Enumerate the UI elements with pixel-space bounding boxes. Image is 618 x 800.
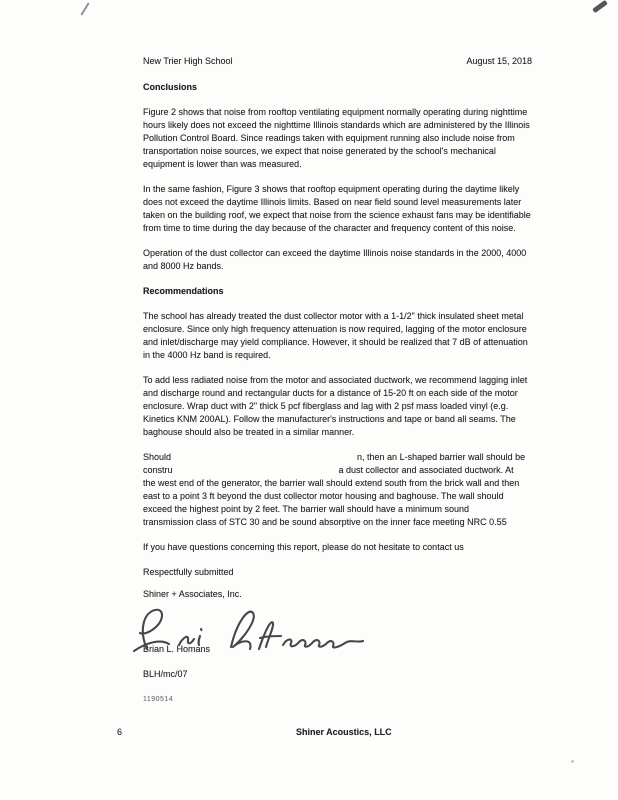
recommendations-paragraph-2: To add less radiated noise from the motor and associated ductwork, we recommend lagging inlet and discharge round and rectangular ducts for a distance of 15-20 ft on each side of the motor enclosure. Wrap duct with 2" thick 5 pcf fiberglass and lag with 2 psf mass loaded vinyl (e.g. Kinetics KNM 200AL). Follow the manufacturer's instructions and tape or band all seams. The baghouse should also be treated in a similar manner. (143, 375, 528, 437)
scan-artifact-top-right (592, 0, 608, 13)
redacted-line: exceed the highest point by 2 feet. The barrier wall should have a minimum sound (143, 504, 470, 514)
redacted-line: east to a point 3 ft beyond the dust collector motor housing and baghouse. The wall should (143, 491, 504, 501)
redaction-gap (173, 472, 339, 473)
page-number: 6 (117, 727, 123, 737)
redacted-line: transmission class of STC 30 and be sound absorptive on the inner face meeting NRC 0.55 (143, 517, 507, 527)
signature-image (131, 599, 381, 661)
redacted-line-left-fragment: Should (143, 452, 172, 462)
contact-line: If you have questions concerning this report, please do not hesitate to contact us (143, 542, 464, 552)
conclusions-paragraph-3: Operation of the dust collector can exceed the daytime Illinois noise standards in the 2000, 4000 and 8000 Hz bands. (143, 248, 527, 271)
scan-artifact-top-left (80, 3, 89, 16)
redacted-line: the west end of the generator, the barrier wall should extend south from the brick wall and then (143, 478, 520, 488)
conclusions-paragraph-2: In the same fashion, Figure 3 shows that rooftop equipment operating during the daytime likely does not exceed the daytime Illinois limits. Based on near field sound level measurements later taken on the building roof, we expect that noise from the science exhaust fans may be identifiable from time to time during the day because of the character and frequency content of this noise. (143, 184, 531, 233)
conclusions-paragraph-1: Figure 2 shows that noise from rooftop ventilating equipment normally operating during nighttime hours likely does not exceed the nighttime Illinois standards which are administered by the Illinois Pollution Control Board. Since readings taken with equipment running also include noise from transportation noise sources, we expect that noise generated by the school's mechanical equipment is lower than was measured. (143, 107, 530, 169)
page-footer (0, 727, 618, 741)
recommendations-paragraph-1: The school has already treated the dust collector motor with a 1-1/2" thick insulated sheet metal enclosure. Since only high frequency attenuation is now required, lagging of the motor enclosure and inlet/discharge may yield compliance. However, it should be realized that 7 dB of attenuation in the 4000 Hz band is required. (143, 311, 528, 360)
redacted-line-right-fragment: n, then an L-shaped barrier wall should be (357, 452, 526, 462)
redacted-line-right-fragment: a dust collector and associated ductwork. At (338, 465, 514, 475)
page-header (143, 55, 532, 68)
school-name: New Trier High School (143, 56, 233, 66)
redacted-line (143, 451, 532, 464)
signature-block (143, 613, 532, 643)
footer-company: Shiner Acoustics, LLC (296, 727, 392, 737)
signer-name: Brian L. Homans (143, 644, 211, 654)
redacted-paragraph (143, 451, 532, 529)
report-date: August 15, 2018 (466, 56, 532, 66)
company-line: Shiner + Associates, Inc. (143, 589, 242, 599)
initials-line: BLH/mc/07 (143, 669, 188, 679)
section-heading-recommendations: Recommendations (143, 286, 224, 296)
respectfully-line: Respectfully submitted (143, 567, 234, 577)
job-number: 1190514 (143, 696, 174, 703)
redaction-gap (171, 459, 357, 460)
scan-artifact-dot (571, 760, 574, 763)
section-heading-conclusions: Conclusions (143, 82, 198, 92)
redacted-line-left-fragment: constru (143, 465, 173, 475)
redacted-line (143, 464, 532, 477)
closing-block (143, 541, 532, 706)
